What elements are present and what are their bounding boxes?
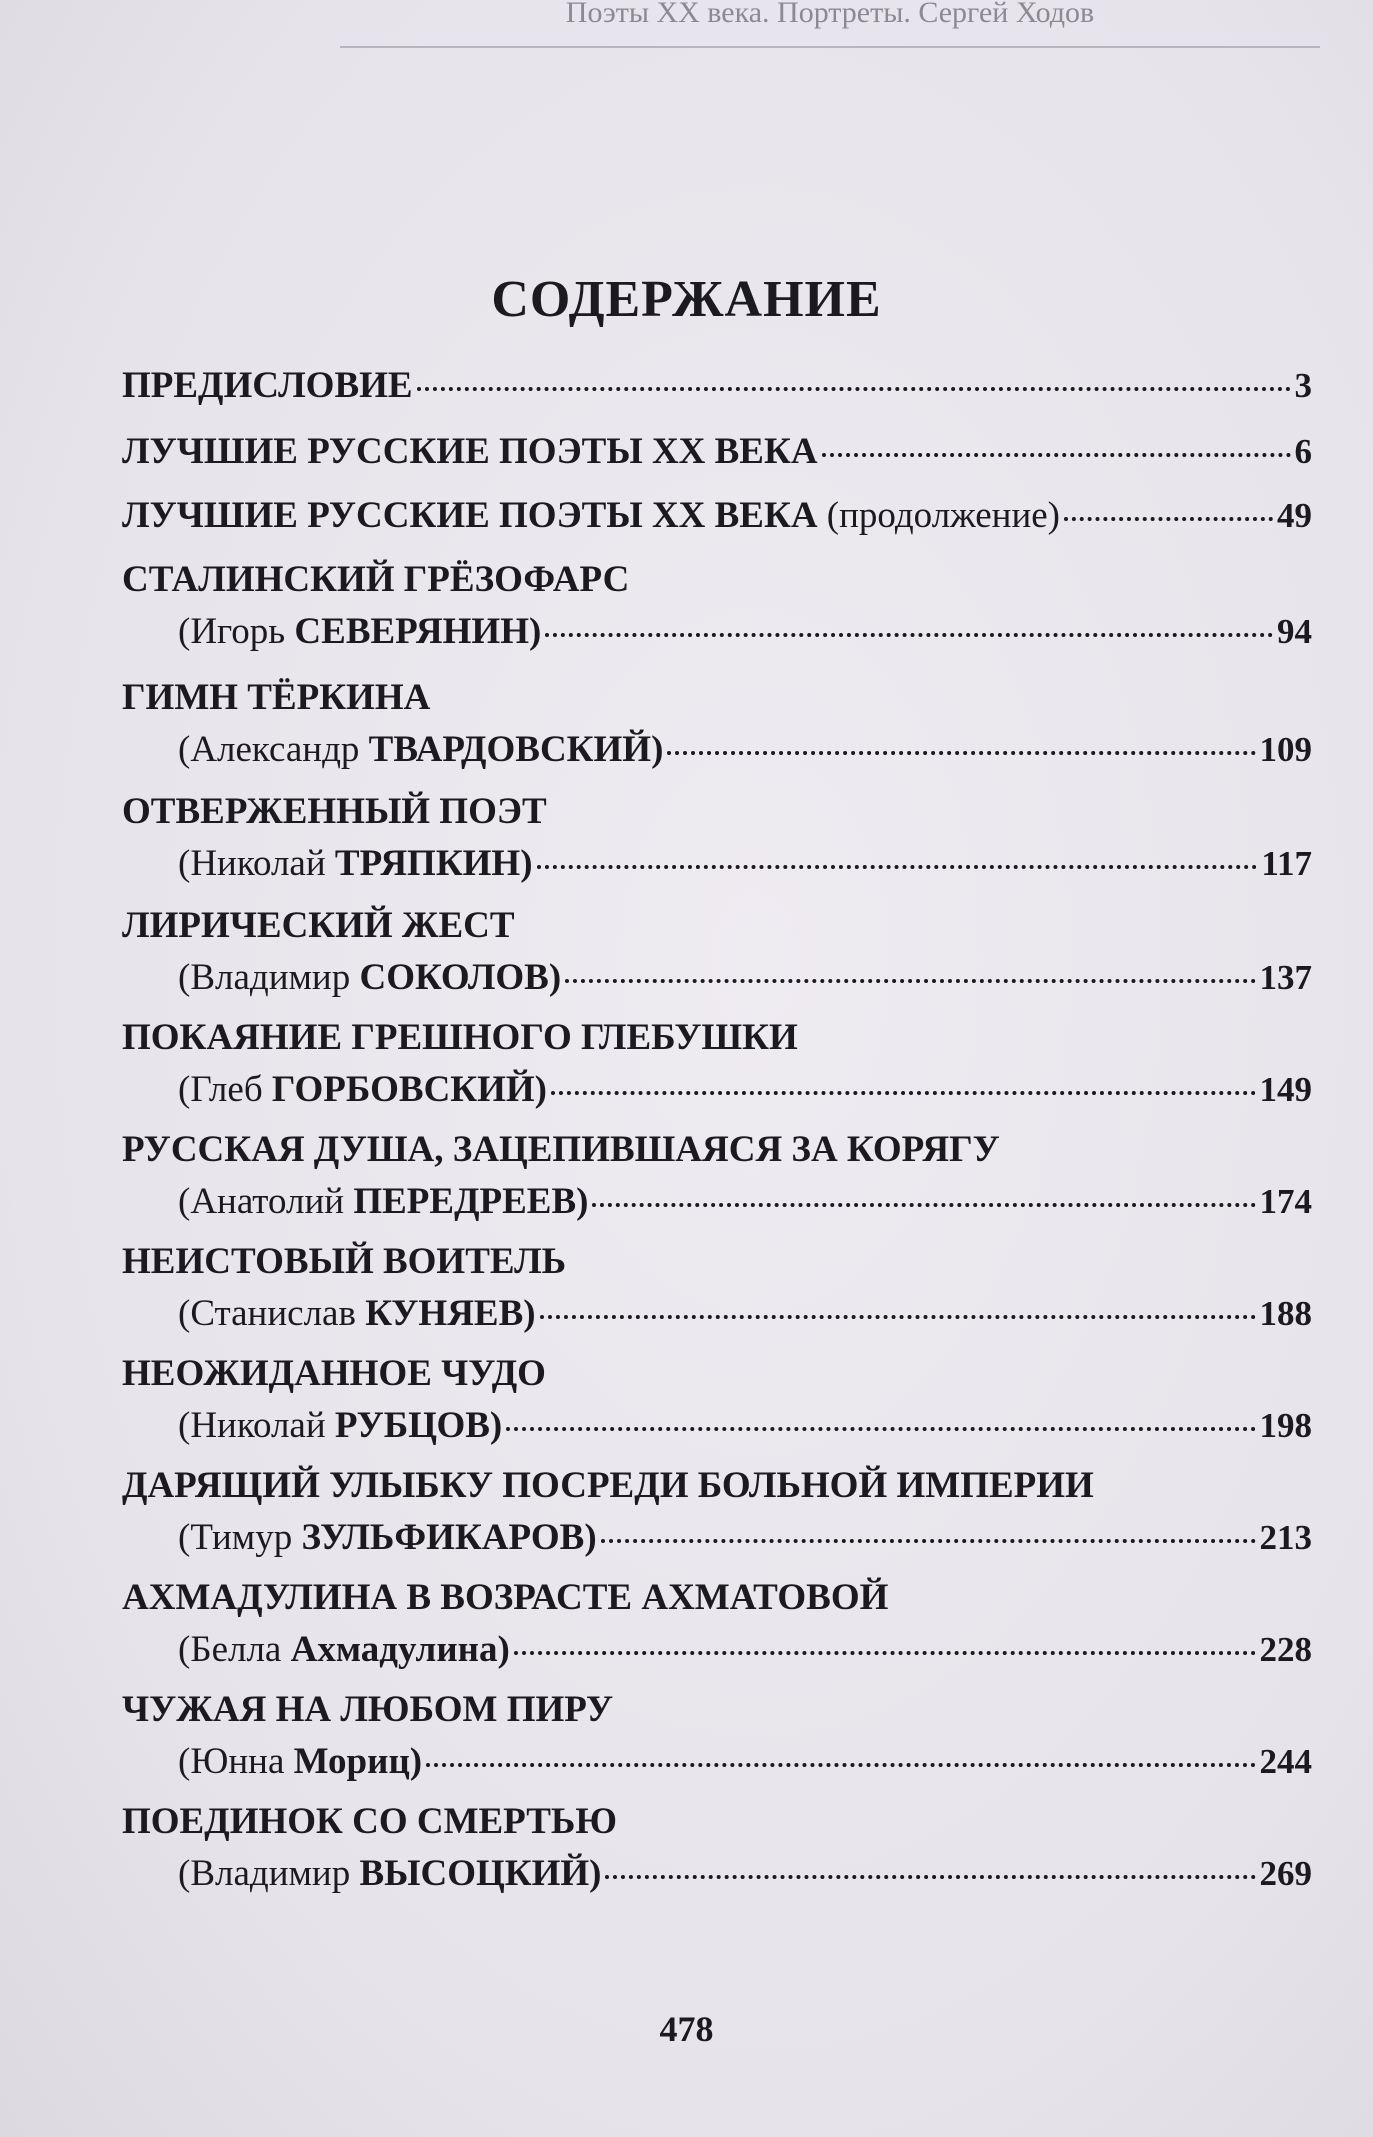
- entry-page: 137: [1259, 958, 1312, 997]
- entry-title: РУССКАЯ ДУША, ЗАЦЕПИВШАЯСЯ ЗА КОРЯГУ: [122, 1129, 1000, 1170]
- toc-entry[interactable]: [122, 1124, 1312, 1228]
- entry-author: (Игорь СЕВЕРЯНИН): [178, 611, 542, 652]
- entry-title: СТАЛИНСКИЙ ГРЁЗОФАРС: [122, 559, 630, 600]
- dot-leader: [506, 1427, 1255, 1431]
- dot-leader: [417, 387, 1291, 391]
- entry-author: (Тимур ЗУЛЬФИКАРОВ): [178, 1517, 597, 1558]
- entry-title: ЧУЖАЯ НА ЛЮБОМ ПИРУ: [122, 1689, 614, 1730]
- entry-author: (Юнна Мориц): [178, 1741, 423, 1782]
- entry-author: (Глеб ГОРБОВСКИЙ): [178, 1069, 548, 1110]
- toc-entry[interactable]: [122, 1572, 1312, 1676]
- entry-author: (Николай ТРЯПКИН): [178, 843, 533, 884]
- toc-entry[interactable]: [122, 360, 1312, 412]
- entry-page: 228: [1259, 1630, 1312, 1669]
- entry-page: 269: [1259, 1854, 1312, 1893]
- running-head: Поэты XX века. Портреты. Сергей Ходов: [340, 0, 1320, 48]
- entry-author: (Станислав КУНЯЕВ): [178, 1293, 536, 1334]
- toc-entry[interactable]: [122, 426, 1312, 478]
- toc-entry[interactable]: [122, 490, 1312, 542]
- entry-author: (Владимир СОКОЛОВ): [178, 957, 562, 998]
- dot-leader: [667, 751, 1255, 755]
- entry-title: АХМАДУЛИНА В ВОЗРАСТЕ АХМАТОВОЙ: [122, 1577, 889, 1618]
- toc-entry[interactable]: [122, 672, 1312, 776]
- entry-subtitle: (продолжение): [826, 495, 1060, 536]
- toc-entry[interactable]: [122, 1348, 1312, 1452]
- entry-author: (Владимир ВЫСОЦКИЙ): [178, 1853, 602, 1894]
- dot-leader: [551, 1091, 1255, 1095]
- entry-title: НЕИСТОВЫЙ ВОИТЕЛЬ: [122, 1241, 567, 1282]
- dot-leader: [537, 865, 1258, 869]
- entry-page: 117: [1261, 844, 1312, 883]
- entry-page: 149: [1259, 1070, 1312, 1109]
- toc-entry[interactable]: [122, 786, 1312, 890]
- toc-entry[interactable]: [122, 1236, 1312, 1340]
- entry-page: 213: [1259, 1518, 1312, 1557]
- toc-entry[interactable]: [122, 1796, 1312, 1900]
- entry-title: ПОКАЯНИЕ ГРЕШНОГО ГЛЕБУШКИ: [122, 1017, 798, 1058]
- entry-title: ЛУЧШИЕ РУССКИЕ ПОЭТЫ XX ВЕКА (продолжение): [122, 495, 1060, 536]
- entry-title: ОТВЕРЖЕННЫЙ ПОЭТ: [122, 791, 547, 832]
- entry-title: ДАРЯЩИЙ УЛЫБКУ ПОСРЕДИ БОЛЬНОЙ ИМПЕРИИ: [122, 1465, 1094, 1506]
- entry-title: ПРЕДИСЛОВИЕ: [122, 365, 413, 406]
- dot-leader: [822, 453, 1291, 457]
- entry-title: НЕОЖИДАННОЕ ЧУДО: [122, 1353, 546, 1394]
- entry-author: (Александр ТВАРДОВСКИЙ): [178, 729, 664, 770]
- dot-leader: [545, 633, 1273, 637]
- dot-leader: [1064, 517, 1273, 521]
- entry-page: 94: [1277, 612, 1312, 651]
- entry-author: (Николай РУБЦОВ): [178, 1405, 503, 1446]
- entry-author: (Белла Ахмадулина): [178, 1629, 510, 1670]
- dot-leader: [605, 1875, 1255, 1879]
- entry-page: 49: [1277, 496, 1312, 535]
- dot-leader: [514, 1651, 1256, 1655]
- entry-page: 244: [1259, 1742, 1312, 1781]
- entry-title: ЛУЧШИЕ РУССКИЕ ПОЭТЫ XX ВЕКА: [122, 431, 818, 472]
- toc-entry[interactable]: [122, 1684, 1312, 1788]
- toc-entry[interactable]: [122, 1012, 1312, 1116]
- entry-page: 198: [1259, 1406, 1312, 1445]
- dot-leader: [601, 1539, 1256, 1543]
- toc-title: СОДЕРЖАНИЕ: [491, 271, 882, 328]
- dot-leader: [426, 1763, 1255, 1767]
- dot-leader: [565, 979, 1255, 983]
- entry-page: 109: [1259, 730, 1312, 769]
- entry-page: 6: [1294, 432, 1312, 471]
- table-of-contents: [122, 360, 1312, 1900]
- dot-leader: [540, 1315, 1256, 1319]
- entry-title: ЛИРИЧЕСКИЙ ЖЕСТ: [122, 905, 515, 946]
- entry-title: ГИМН ТЁРКИНА: [122, 677, 431, 718]
- entry-title: ПОЕДИНОК СО СМЕРТЬЮ: [122, 1801, 618, 1842]
- toc-entry[interactable]: [122, 900, 1312, 1004]
- entry-page: 188: [1259, 1294, 1312, 1333]
- page-number: 478: [659, 2009, 714, 2049]
- dot-leader: [592, 1203, 1255, 1207]
- entry-page: 174: [1259, 1182, 1312, 1221]
- toc-entry[interactable]: [122, 554, 1312, 658]
- entry-page: 3: [1294, 366, 1312, 405]
- toc-entry[interactable]: [122, 1460, 1312, 1564]
- entry-author: (Анатолий ПЕРЕДРЕЕВ): [178, 1181, 589, 1222]
